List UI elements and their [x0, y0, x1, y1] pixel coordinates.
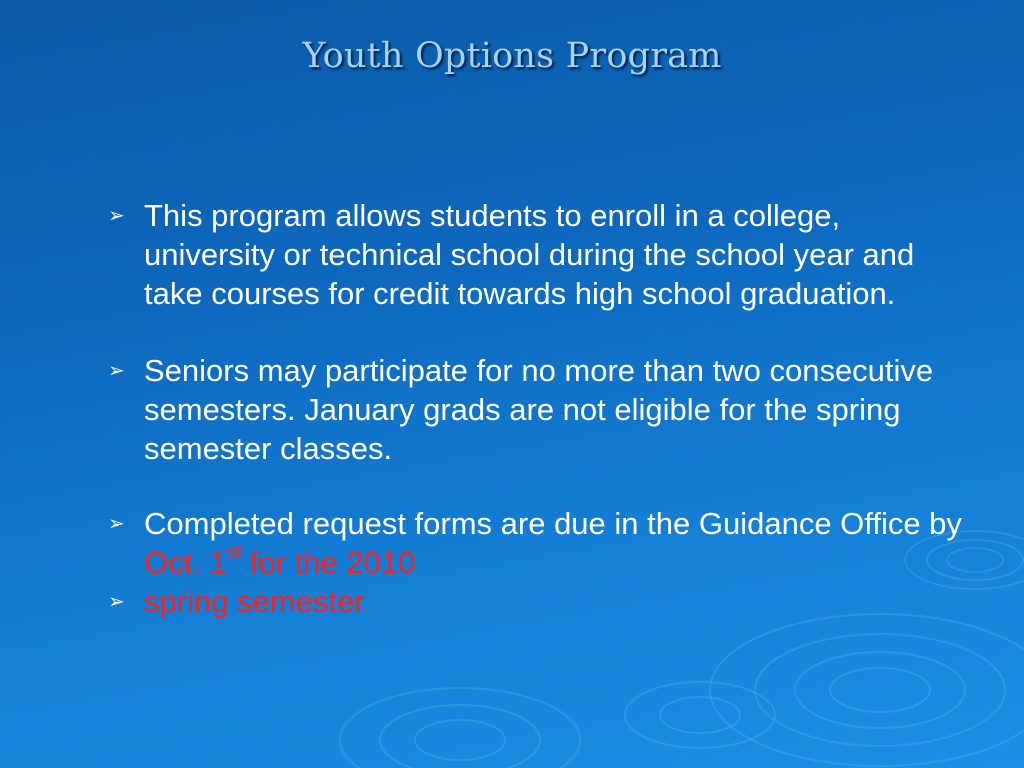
deadline-semester: spring semester [144, 584, 365, 619]
deadline-date: Oct. 1 [144, 545, 227, 580]
bullet-item [106, 504, 966, 582]
bullet-item [106, 582, 966, 626]
arrow-bullet-icon: ➢ [108, 591, 125, 613]
bullet-text: This program allows students to enroll in a college, university or technical school during the school year and take courses for credit towards high school graduation. [144, 198, 915, 311]
deadline-year: for the 2010 [241, 545, 416, 580]
arrow-bullet-icon: ➢ [108, 513, 125, 535]
bullet-text: Completed request forms are due in the Guidance Office by [144, 506, 962, 541]
ordinal-suffix: st [226, 540, 242, 562]
arrow-bullet-icon: ➢ [108, 360, 125, 382]
bullet-list [106, 196, 966, 626]
bullet-text: Seniors may participate for no more than two consecutive semesters. January grads are not eligible for the spring semester classes. [144, 353, 934, 466]
bullet-item [106, 351, 966, 468]
trailing-period: . [364, 596, 370, 616]
arrow-bullet-icon: ➢ [108, 205, 125, 227]
bullet-item [106, 196, 966, 313]
slide-title: Youth Options Program [302, 36, 722, 76]
